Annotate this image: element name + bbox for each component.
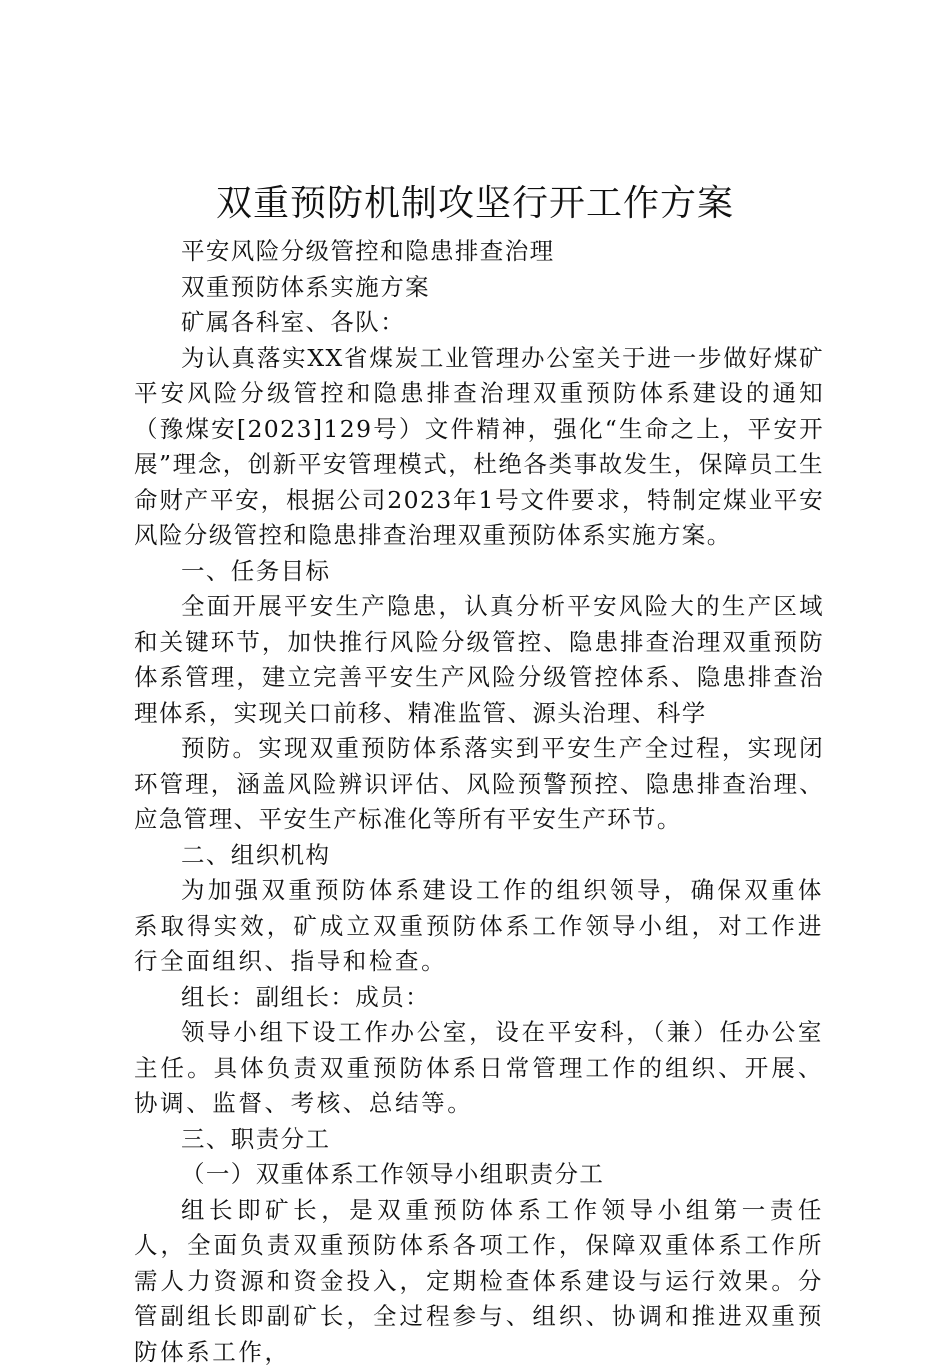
goal-paragraph-1: 全面开展平安生产隐患，认真分析平安风险大的生产区域和关键环节，加快推行风险分级管控、隐患排查治理双重预防体系管理，建立完善平安生产风险分级管控体系、隐患排查治理体系，实现关口前移、精准监管、源头治理、科学 — [134, 589, 824, 731]
section-heading-1: 一、任务目标 — [134, 554, 824, 590]
members-line: 组长：副组长：成员： — [134, 980, 824, 1016]
office-paragraph: 领导小组下设工作办公室，设在平安科，（兼）任办公室主任。具体负责双重预防体系日常管理工作的组织、开展、协调、监督、考核、总结等。 — [134, 1015, 824, 1122]
subtitle-line-2: 双重预防体系实施方案 — [134, 270, 824, 306]
addressee: 矿属各科室、各队： — [134, 305, 824, 341]
subtitle-line-1: 平安风险分级管控和隐患排查治理 — [134, 234, 824, 270]
section-heading-3: 三、职责分工 — [134, 1122, 824, 1158]
section-heading-2: 二、组织机构 — [134, 838, 824, 874]
intro-paragraph: 为认真落实XX省煤炭工业管理办公室关于进一步做好煤矿平安风险分级管控和隐患排查治理双重预防体系建设的通知（豫煤安[2023]129号）文件精神，强化“生命之上，平安开展”理念，创新平安管理模式，杜绝各类事故发生，保障员工生命财产平安，根据公司2023年1号文件要求，特制定煤业平安风险分级管控和隐患排查治理双重预防体系实施方案。 — [134, 341, 824, 554]
goal-paragraph-2: 预防。实现双重预防体系落实到平安生产全过程，实现闭环管理，涵盖风险辨识评估、风险预警预控、隐患排查治理、应急管理、平安生产标准化等所有平安生产环节。 — [134, 731, 824, 838]
document-title: 双重预防机制攻坚行开工作方案 — [0, 178, 950, 230]
organization-paragraph: 为加强双重预防体系建设工作的组织领导，确保双重体系取得实效，矿成立双重预防体系工作领导小组，对工作进行全面组织、指导和检查。 — [134, 873, 824, 980]
document-body — [134, 234, 824, 1370]
subsection-heading-1: （一）双重体系工作领导小组职责分工 — [134, 1157, 824, 1193]
duties-paragraph: 组长即矿长，是双重预防体系工作领导小组第一责任人，全面负责双重预防体系各项工作，保障双重体系工作所需人力资源和资金投入，定期检查体系建设与运行效果。分管副组长即副矿长，全过程参与、组织、协调和推进双重预防体系工作， — [134, 1193, 824, 1370]
